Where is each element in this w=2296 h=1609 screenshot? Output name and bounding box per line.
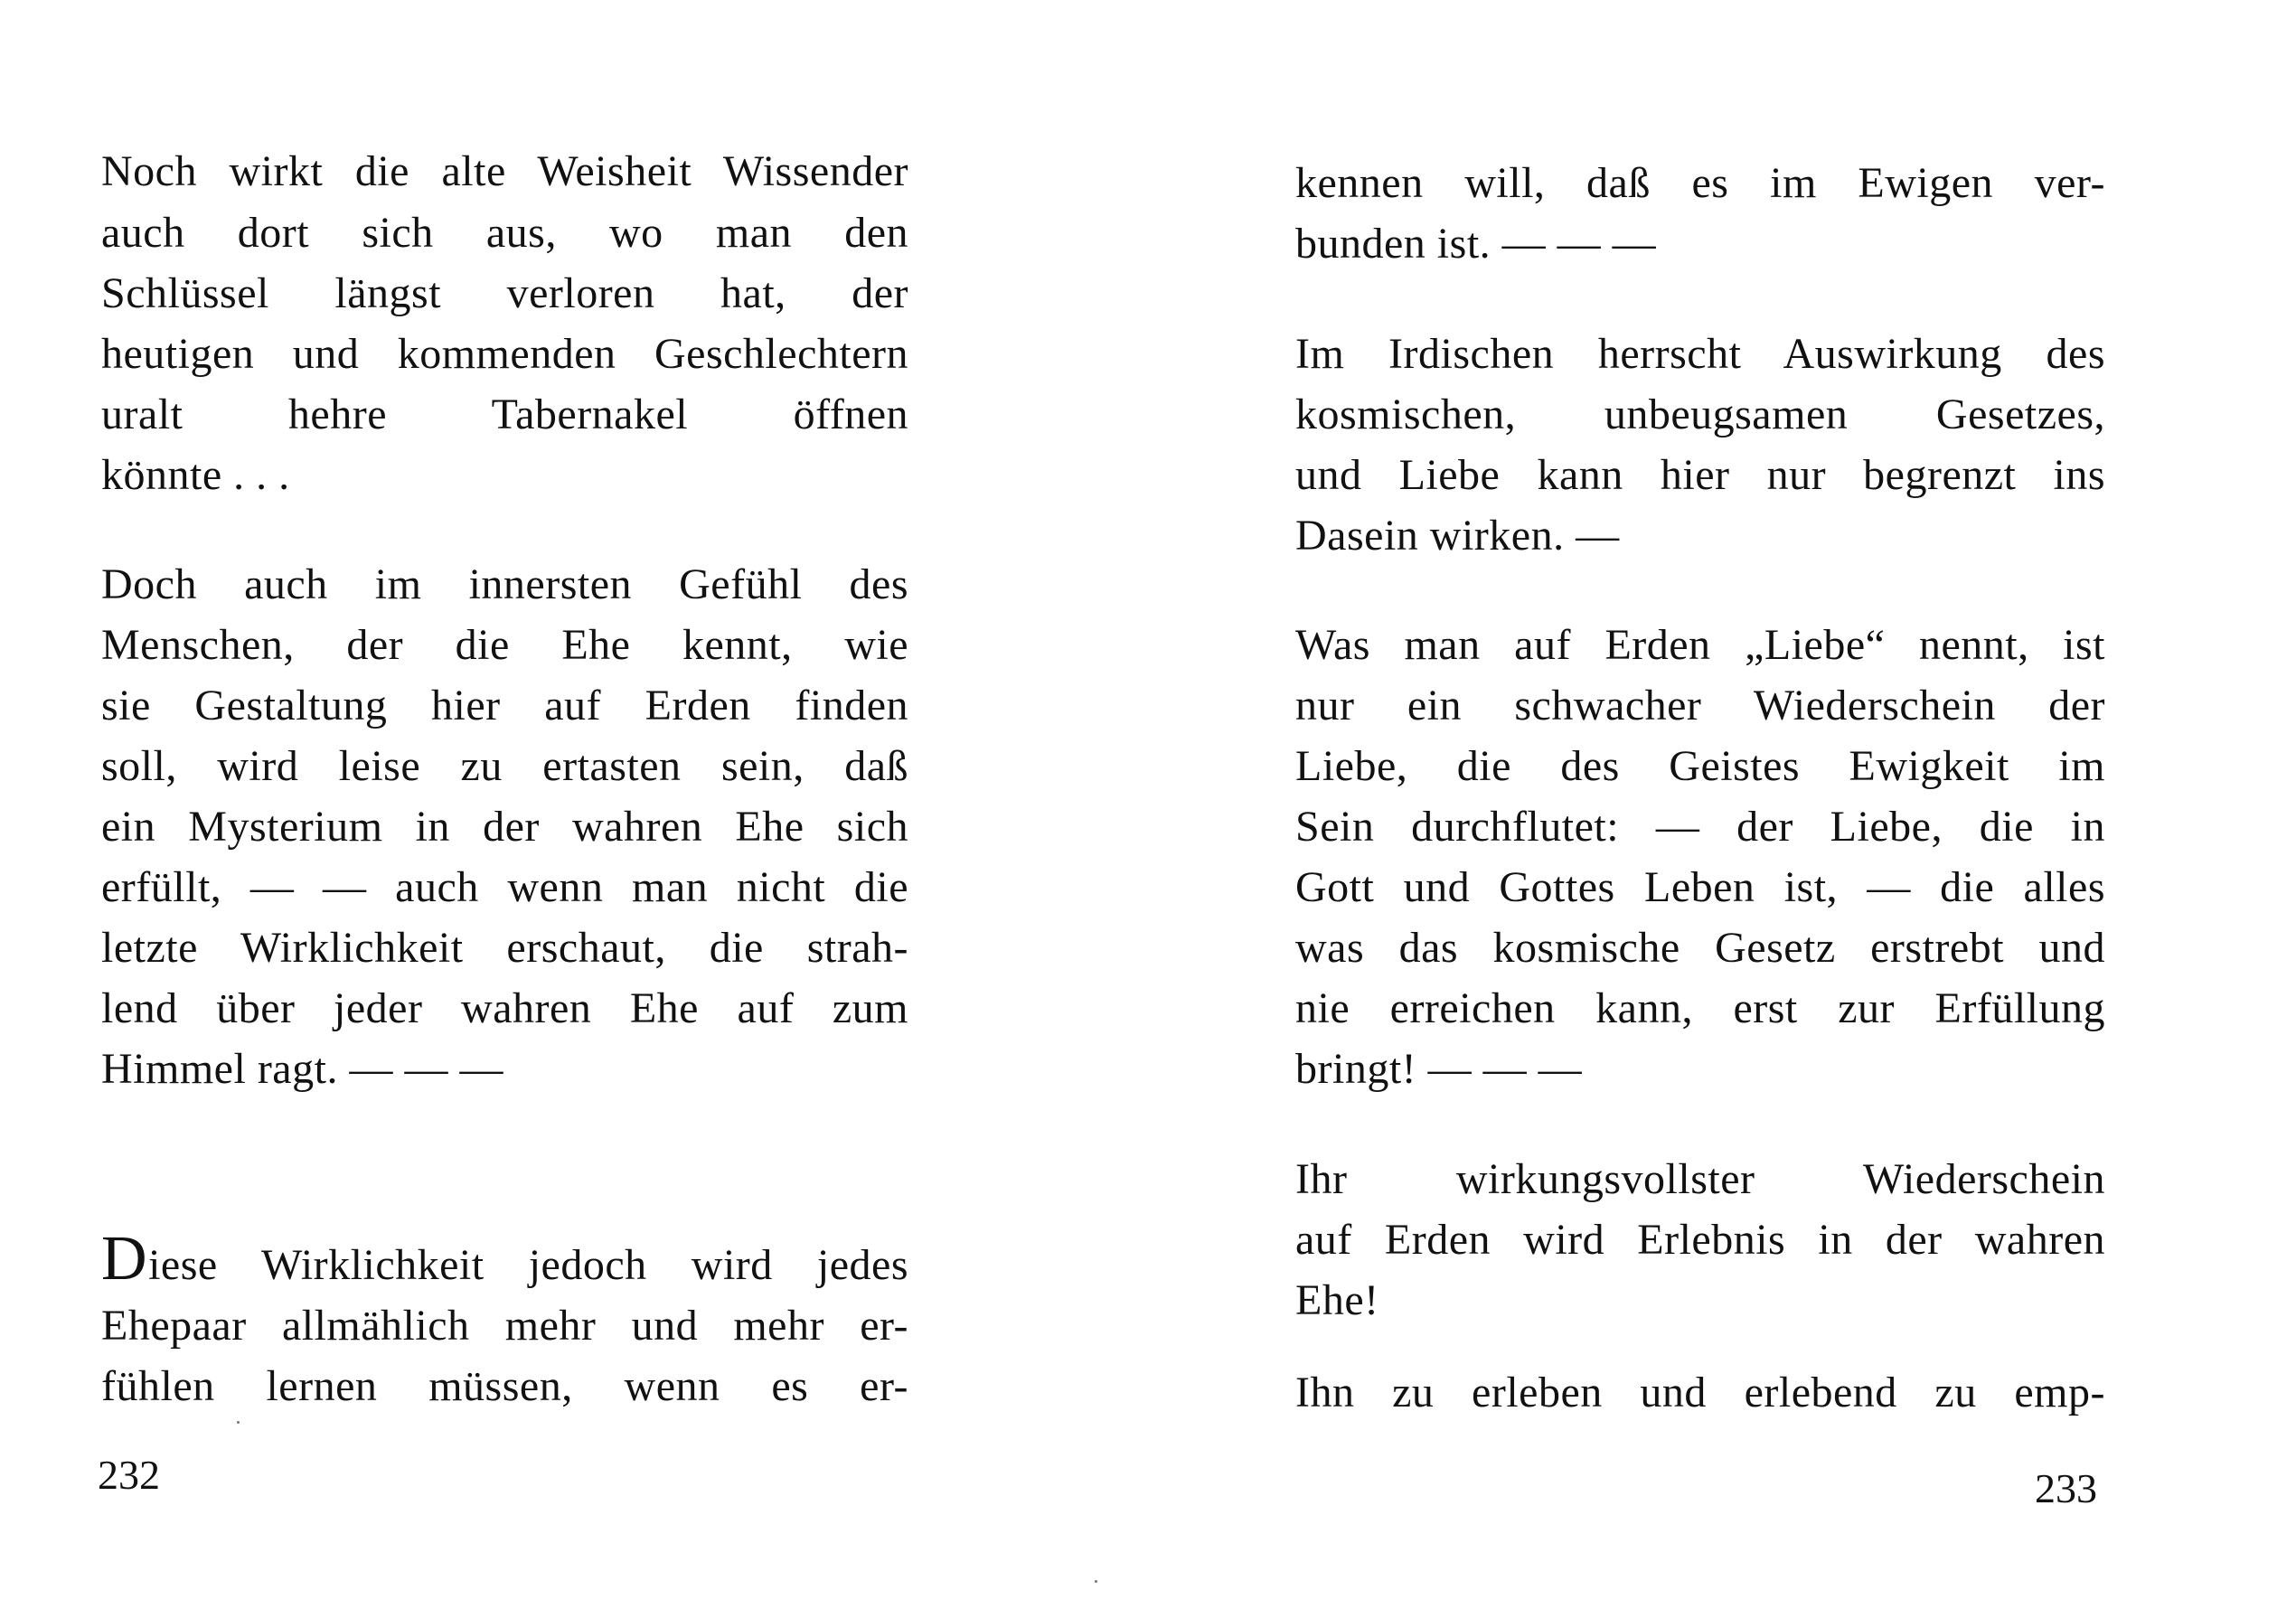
page-number-right: 233 — [2035, 1465, 2097, 1511]
text-line: Gott und Gottes Leben ist, — die alles — [1295, 863, 2105, 911]
text-line: auf Erden wird Erlebnis in der wahren — [1295, 1216, 2105, 1264]
text-line: Schlüssel längst verloren hat, der — [101, 269, 908, 317]
text-line: Ehepaar allmählich mehr und mehr er- — [101, 1302, 908, 1350]
text-line-rest: iese Wirklichkeit jedoch wird jedes — [148, 1241, 908, 1289]
text-line: Himmel ragt. — — — — [101, 1045, 503, 1093]
text-line: Ihr wirkungsvollster Wiederschein — [1295, 1155, 2105, 1203]
scan-speck — [237, 1421, 240, 1424]
text-line: Ihn zu erleben und erlebend zu emp- — [1295, 1369, 2105, 1416]
text-line: könnte . . . — [101, 451, 290, 499]
text-line: bringt! — — — — [1295, 1045, 1583, 1093]
drop-cap: D — [101, 1224, 148, 1294]
text-line: sie Gestaltung hier auf Erden finden — [101, 682, 908, 729]
text-line: Dasein wirken. — — [1295, 512, 1620, 560]
text-line: Was man auf Erden „Liebe“ nennt, ist — [1295, 621, 2105, 669]
text-line: was das kosmische Gesetz erstrebt und — [1295, 924, 2105, 972]
text-line: kosmischen, unbeugsamen Gesetzes, — [1295, 390, 2105, 438]
text-line: und Liebe kann hier nur begrenzt ins — [1295, 451, 2105, 499]
text-line: ein Mysterium in der wahren Ehe sich — [101, 803, 908, 851]
text-line: lend über jeder wahren Ehe auf zum — [101, 984, 908, 1032]
text-line: nur ein schwacher Wiederschein der — [1295, 682, 2105, 729]
text-line: Doch auch im innersten Gefühl des — [101, 560, 908, 608]
text-line: soll, wird leise zu ertasten sein, daß — [101, 742, 908, 790]
text-line: Noch wirkt die alte Weisheit Wissender — [101, 147, 908, 195]
text-line: Liebe, die des Geistes Ewigkeit im — [1295, 742, 2105, 790]
text-line: Sein durchflutet: — der Liebe, die in — [1295, 803, 2105, 851]
text-line: heutigen und kommenden Geschlechtern — [101, 330, 908, 378]
text-line: erfüllt, — — auch wenn man nicht die — [101, 863, 908, 911]
text-line: kennen will, daß es im Ewigen ver- — [1295, 159, 2105, 207]
text-line: Ehe! — [1295, 1276, 1379, 1324]
text-line: auch dort sich aus, wo man den — [101, 209, 908, 257]
page-number-left: 232 — [98, 1452, 160, 1498]
text-line: nie erreichen kann, erst zur Erfüllung — [1295, 984, 2105, 1032]
text-line: fühlen lernen müssen, wenn es er- — [101, 1362, 908, 1410]
text-line — [101, 1224, 908, 1295]
text-line: letzte Wirklichkeit erschaut, die strah- — [101, 924, 908, 972]
text-line: uralt hehre Tabernakel öffnen — [101, 390, 908, 438]
scan-speck — [1095, 1580, 1097, 1583]
text-line: bunden ist. — — — — [1295, 220, 1657, 268]
text-line: Menschen, der die Ehe kennt, wie — [101, 621, 908, 669]
text-line: Im Irdischen herrscht Auswirkung des — [1295, 330, 2105, 378]
